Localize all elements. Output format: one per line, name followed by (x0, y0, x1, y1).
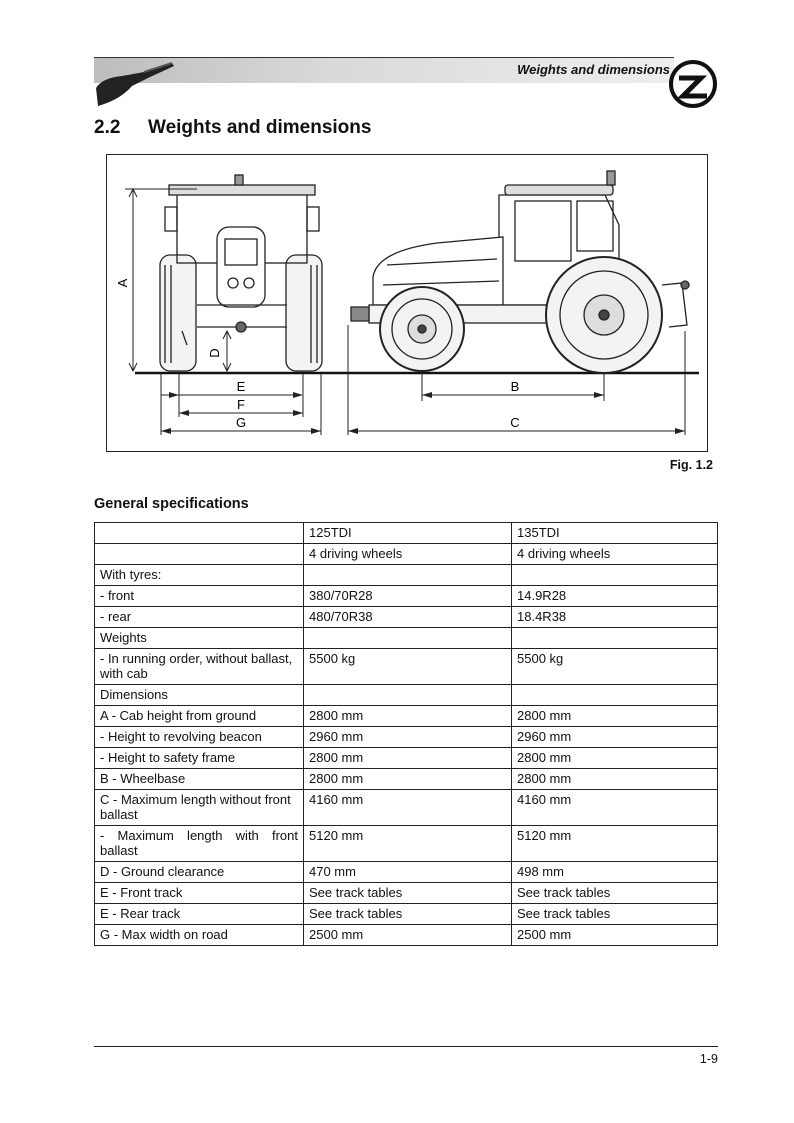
table-cell (304, 685, 512, 706)
dimension-label-e: E (236, 379, 246, 394)
table-cell: A - Cab height from ground (95, 706, 304, 727)
table-cell: 498 mm (512, 862, 718, 883)
table-row (95, 523, 718, 544)
table-row (95, 904, 718, 925)
table-cell: E - Front track (95, 883, 304, 904)
table-cell: 2800 mm (304, 706, 512, 727)
table-cell: See track tables (512, 883, 718, 904)
table-row (95, 826, 718, 862)
dimension-label-a: A (115, 278, 130, 288)
header-title: Weights and dimensions (517, 62, 670, 77)
table-cell: Dimensions (95, 685, 304, 706)
table-row (95, 706, 718, 727)
table-cell: 470 mm (304, 862, 512, 883)
tractor-drawing (107, 155, 707, 451)
table-cell: 2960 mm (512, 727, 718, 748)
table-row (95, 748, 718, 769)
table-cell: 2800 mm (512, 706, 718, 727)
table-cell: 18.4R38 (512, 607, 718, 628)
table-cell: G - Max width on road (95, 925, 304, 946)
table-row (95, 628, 718, 649)
table-row (95, 586, 718, 607)
table-cell (512, 685, 718, 706)
dimension-label-g: G (235, 415, 247, 430)
table-row (95, 544, 718, 565)
table-cell (95, 544, 304, 565)
section-number: 2.2 (94, 117, 121, 138)
table-cell: - Height to revolving beacon (95, 727, 304, 748)
table-cell: - front (95, 586, 304, 607)
table-cell: 4 driving wheels (304, 544, 512, 565)
table-row (95, 883, 718, 904)
table-row (95, 925, 718, 946)
table-cell: 2800 mm (512, 769, 718, 790)
table-cell (95, 523, 304, 544)
table-cell: 4 driving wheels (512, 544, 718, 565)
table-row (95, 649, 718, 685)
table-cell: B - Wheelbase (95, 769, 304, 790)
table-cell: 5120 mm (304, 826, 512, 862)
specs-heading: General specifications (94, 496, 249, 512)
table-cell: See track tables (304, 904, 512, 925)
table-cell (512, 565, 718, 586)
figure-caption: Fig. 1.2 (669, 458, 713, 472)
table-cell: Weights (95, 628, 304, 649)
table-cell: 5500 kg (304, 649, 512, 685)
table-cell: 5500 kg (512, 649, 718, 685)
section-title (94, 117, 371, 139)
table-cell: - Maximum length with front ballast (95, 826, 304, 862)
table-row (95, 565, 718, 586)
page-number: 1-9 (699, 1052, 718, 1066)
table-cell (304, 565, 512, 586)
table-cell: 4160 mm (512, 790, 718, 826)
table-row (95, 862, 718, 883)
table-row (95, 769, 718, 790)
table-cell: 14.9R28 (512, 586, 718, 607)
table-cell: - rear (95, 607, 304, 628)
table-row (95, 790, 718, 826)
tractor-dimensions-figure (106, 154, 708, 452)
table-row (95, 607, 718, 628)
dimension-label-f: F (237, 397, 245, 412)
dimension-label-c: C (510, 415, 520, 430)
table-cell (304, 628, 512, 649)
table-cell: 380/70R28 (304, 586, 512, 607)
table-cell: C - Maximum length without front ballast (95, 790, 304, 826)
table-cell (512, 628, 718, 649)
table-cell: See track tables (304, 883, 512, 904)
dimension-label-b: B (510, 379, 520, 394)
table-row (95, 727, 718, 748)
table-cell: 2960 mm (304, 727, 512, 748)
table-cell: See track tables (512, 904, 718, 925)
tractor-front-view (160, 175, 322, 371)
table-cell: 5120 mm (512, 826, 718, 862)
dimension-label-d: D (207, 348, 222, 358)
table-cell: D - Ground clearance (95, 862, 304, 883)
table-cell: 135TDI (512, 523, 718, 544)
pen-icon (92, 60, 182, 110)
table-row (95, 685, 718, 706)
brand-logo-icon (667, 58, 719, 110)
table-cell: 4160 mm (304, 790, 512, 826)
table-cell: - In running order, without ballast, with cab (95, 649, 304, 685)
table-cell: 2500 mm (512, 925, 718, 946)
tractor-side-view (351, 171, 689, 373)
table-cell: 2800 mm (304, 769, 512, 790)
table-cell: E - Rear track (95, 904, 304, 925)
section-title-text: Weights and dimensions (148, 117, 372, 138)
table-cell: - Height to safety frame (95, 748, 304, 769)
table-cell: With tyres: (95, 565, 304, 586)
footer-divider (94, 1046, 718, 1047)
table-cell: 2500 mm (304, 925, 512, 946)
table-cell: 480/70R38 (304, 607, 512, 628)
specs-table (94, 522, 718, 946)
table-cell: 2800 mm (512, 748, 718, 769)
table-cell: 125TDI (304, 523, 512, 544)
table-cell: 2800 mm (304, 748, 512, 769)
